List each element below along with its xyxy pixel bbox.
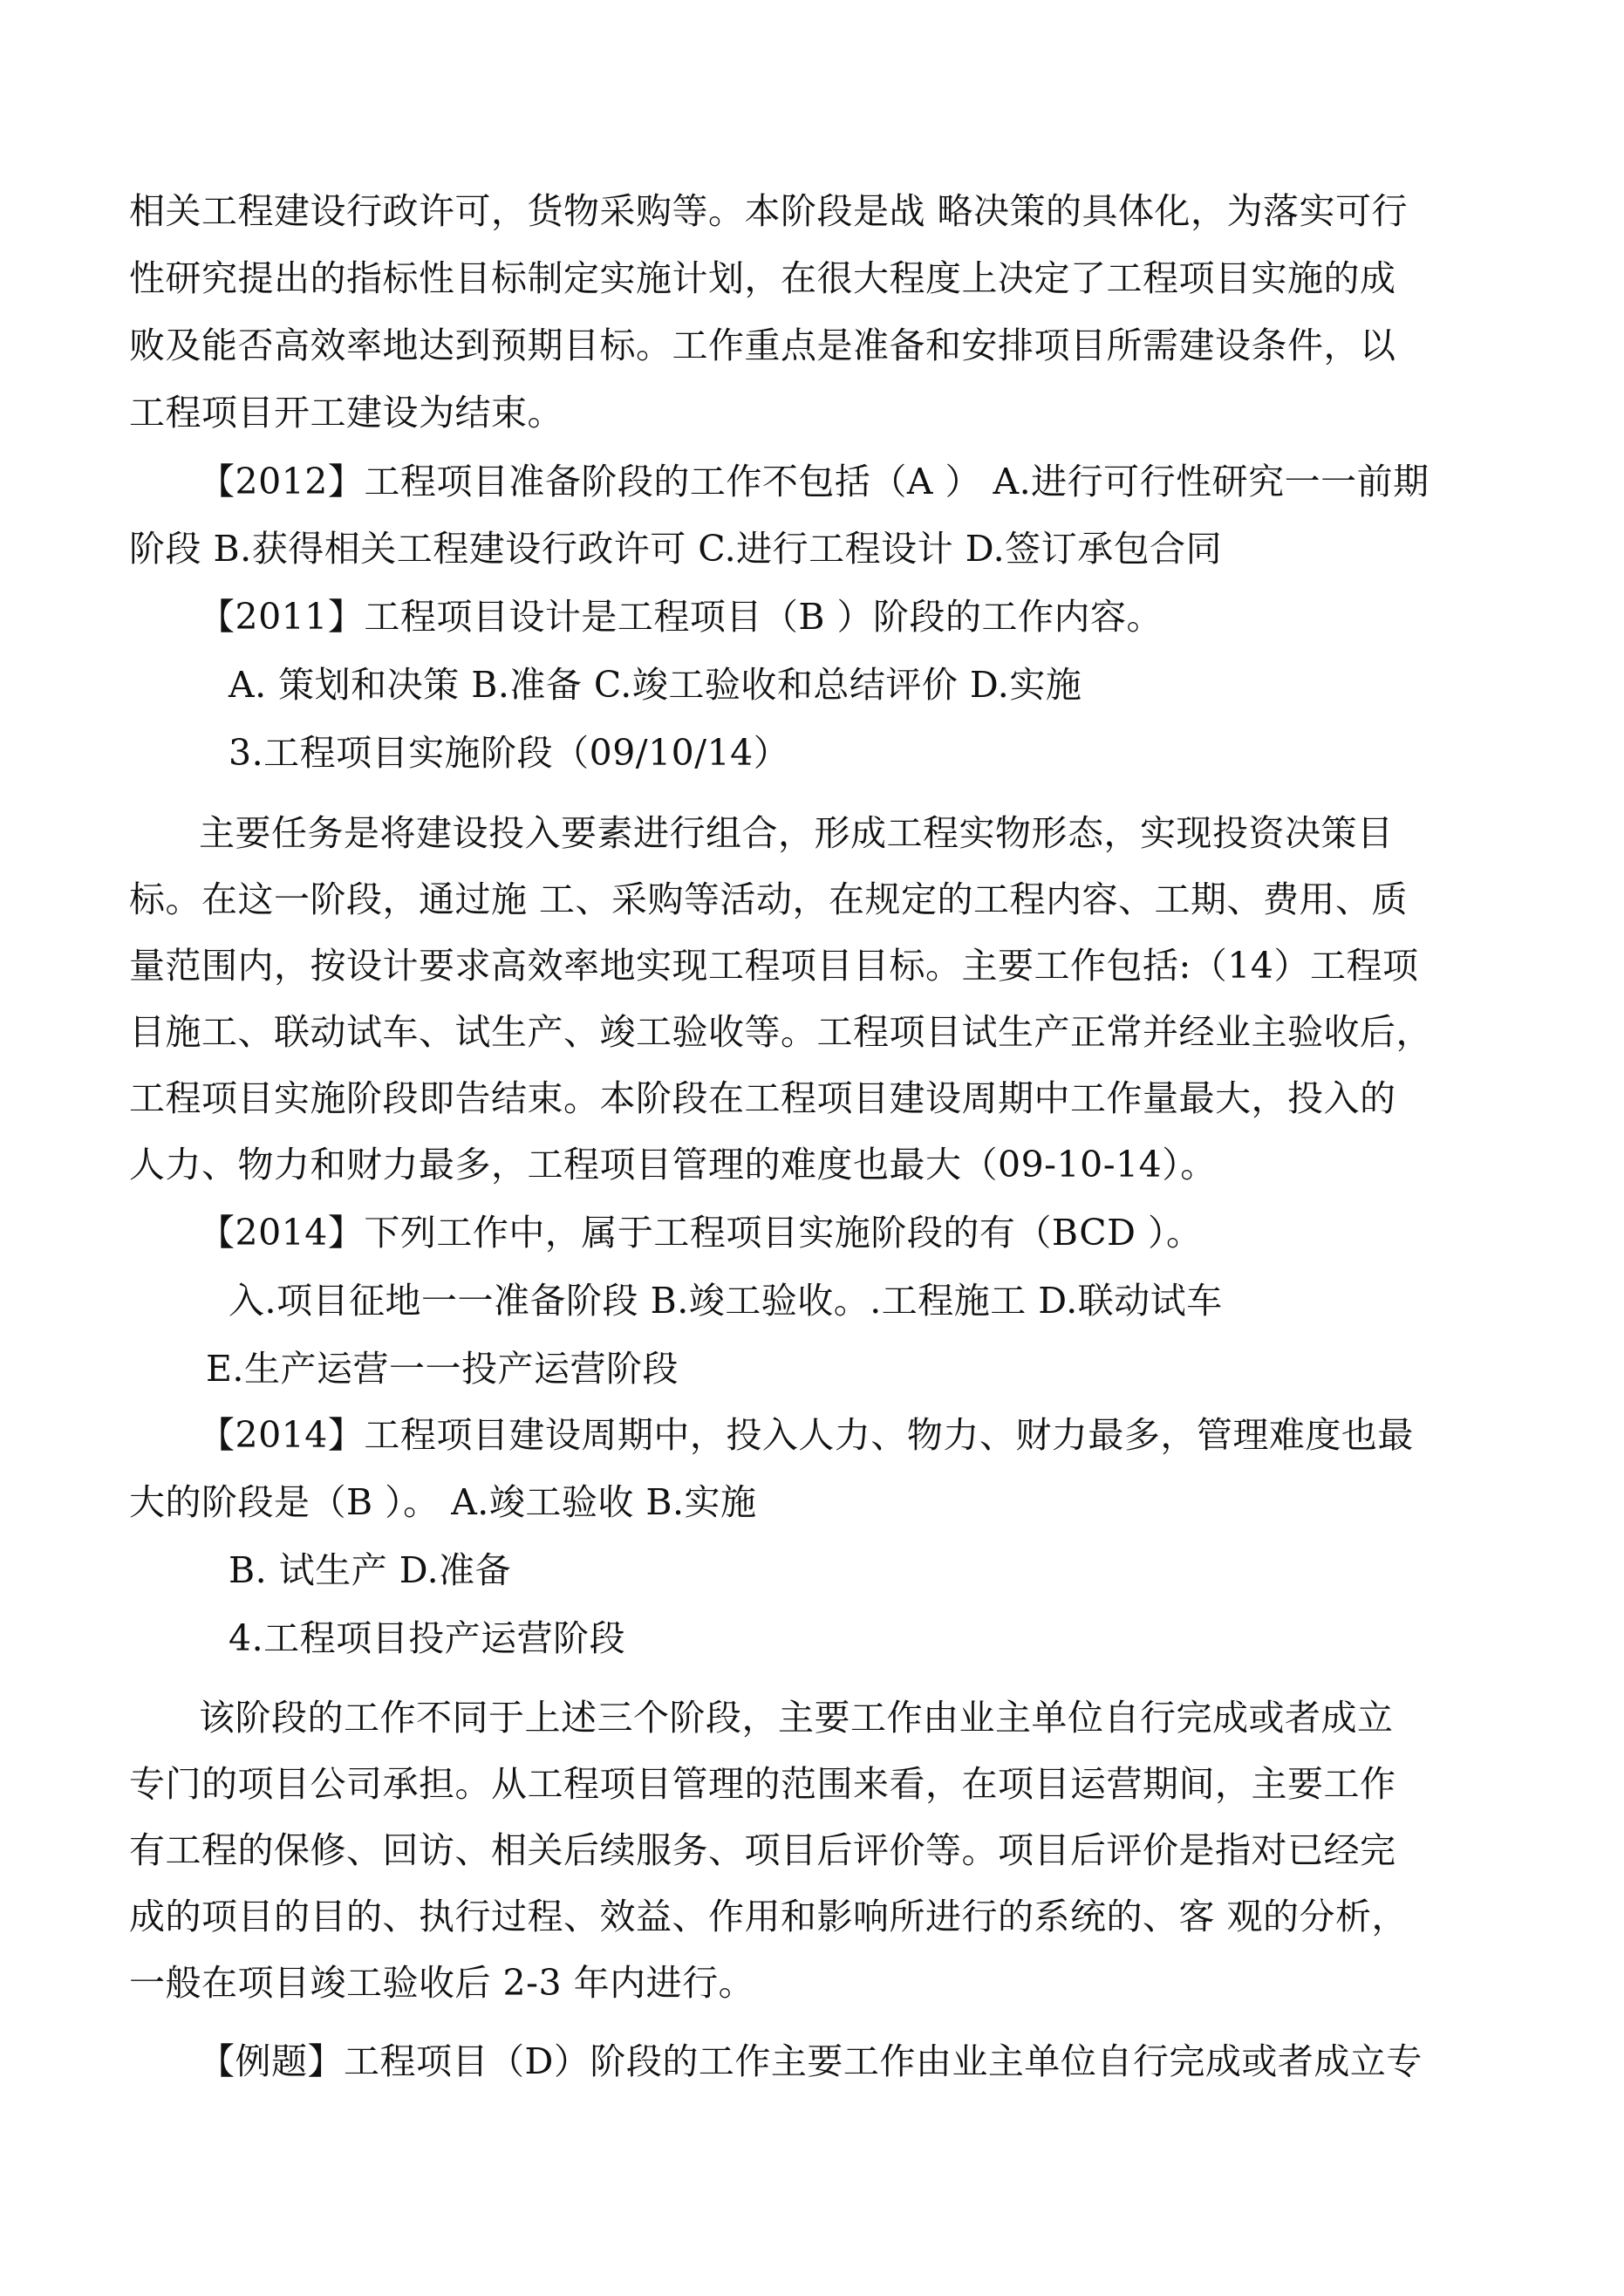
text-line: 人力、物力和财力最多，工程项目管理的难度也最大（09-10-14）。: [129, 1144, 1217, 1186]
text-line: B. 试生产 D.准备: [229, 1549, 512, 1591]
text-line: 专门的项目公司承担。从工程项目管理的范围来看，在项目运营期间，主要工作: [129, 1763, 1396, 1805]
text-line: 【2014】工程项目建设周期中，投入人力、物力、财力最多，管理难度也最: [199, 1414, 1414, 1456]
text-line: 大的阶段是（B ）。 A.竣工验收 B.实施: [129, 1481, 757, 1523]
text-line: 目施工、联动试车、试生产、竣工验收等。工程项目试生产正常并经业主验收后，: [129, 1011, 1432, 1053]
text-line: 有工程的保修、回访、相关后续服务、项目后评价等。项目后评价是指对已经完: [129, 1829, 1396, 1871]
text-line: 性研究提出的指标性目标制定实施计划，在很大程度上决定了工程项目实施的成: [129, 257, 1396, 299]
text-line: 【2012】工程项目准备阶段的工作不包括（A ） A.进行可行性研究一一前期: [199, 461, 1430, 502]
text-line: 败及能否高效率地达到预期目标。工作重点是准备和安排项目所需建设条件，以: [129, 325, 1396, 366]
text-line: 该阶段的工作不同于上述三个阶段，主要工作由业主单位自行完成或者成立: [199, 1697, 1394, 1739]
text-line: 入.项目征地一一准备阶段 B.竣工验收。.工程施工 D.联动试车: [229, 1280, 1223, 1322]
text-line: 一般在项目竣工验收后 2-3 年内进行。: [129, 1962, 755, 2004]
text-line: 工程项目开工建设为结束。: [129, 392, 563, 434]
text-line: 【2014】下列工作中，属于工程项目实施阶段的有（BCD ）。: [199, 1212, 1203, 1254]
text-line: 主要任务是将建设投入要素进行组合，形成工程实物形态，实现投资决策目: [199, 812, 1394, 854]
text-line: E.生产运营一一投产运营阶段: [206, 1348, 679, 1390]
text-line: A. 策划和决策 B.准备 C.竣工验收和总结评价 D.实施: [229, 664, 1082, 706]
text-line: 【2011】工程项目设计是工程项目（B ）阶段的工作内容。: [199, 596, 1163, 638]
text-line: 量范围内，按设计要求高效率地实现工程项目目标。主要工作包括:（14）工程项: [129, 945, 1419, 987]
text-line: 3.工程项目实施阶段（09/10/14）: [229, 732, 790, 774]
text-line: 4.工程项目投产运营阶段: [229, 1617, 626, 1659]
text-line: 阶段 B.获得相关工程建设行政许可 C.进行工程设计 D.签订承包合同: [129, 528, 1223, 570]
text-line: 相关工程建设行政许可，货物采购等。本阶段是战 略决策的具体化，为落实可行: [129, 190, 1409, 232]
text-line: 【例题】工程项目（D）阶段的工作主要工作由业主单位自行完成或者成立专: [199, 2040, 1423, 2082]
text-line: 成的项目的目的、执行过程、效益、作用和影响所进行的系统的、客 观的分析，: [129, 1896, 1409, 1937]
text-line: 标。在这一阶段，通过施 工、采购等活动，在规定的工程内容、工期、费用、质: [129, 878, 1409, 920]
text-line: 工程项目实施阶段即告结束。本阶段在工程项目建设周期中工作量最大，投入的: [129, 1077, 1396, 1119]
